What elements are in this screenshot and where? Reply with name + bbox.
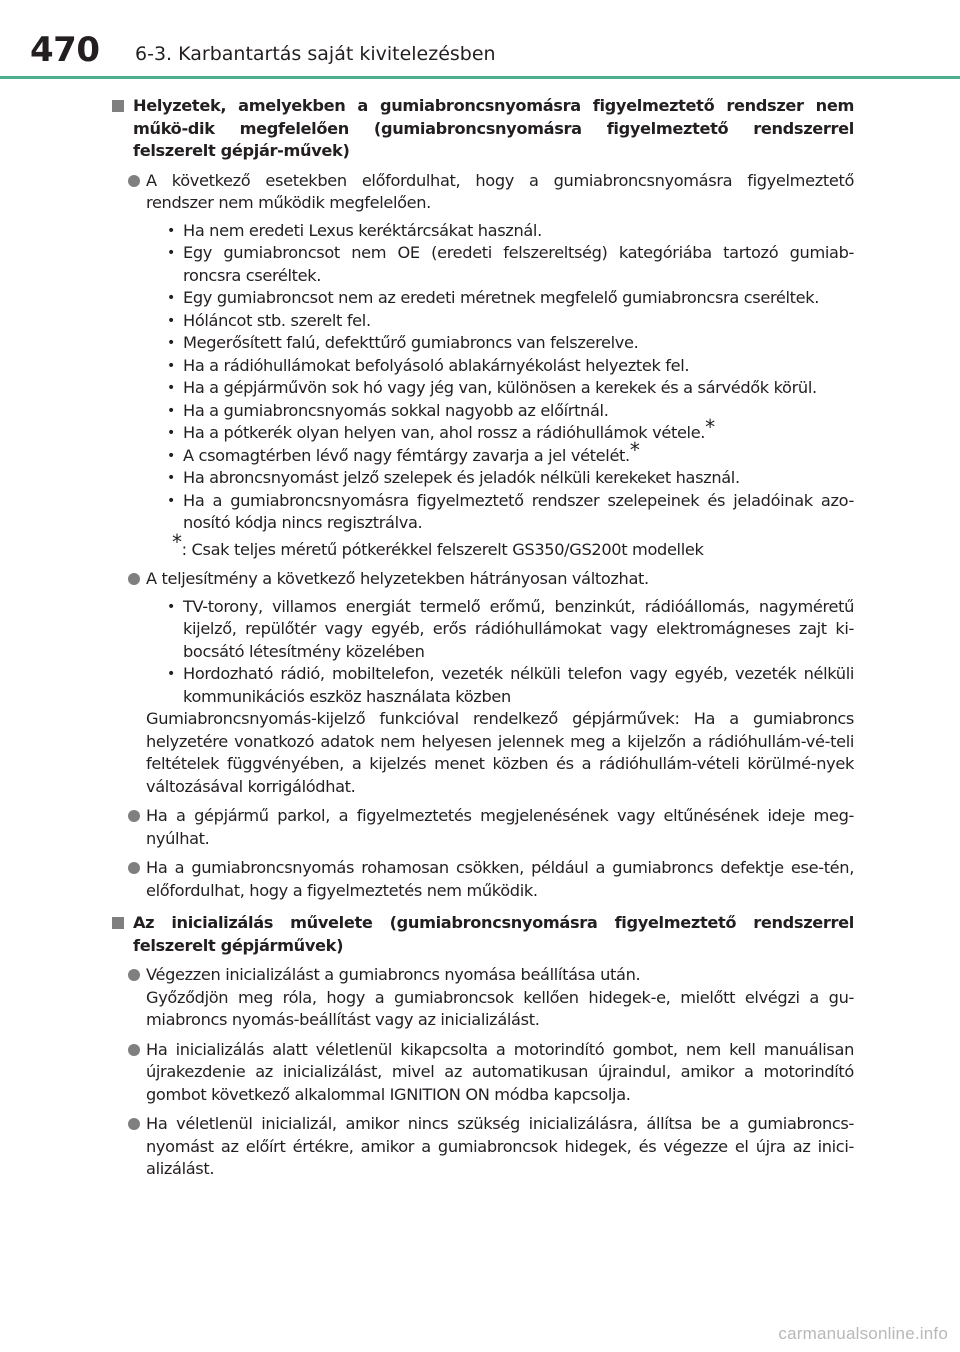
circle-bullet-icon (128, 810, 140, 822)
paragraph-text: Ha inicializálás alatt véletlenül kikapcsolta a motorindító gombot, nem kell manuálisan újrakezdenie az inicializálást, mivel az automatikusan újraindul, amikor a motorindító gombot következő alkalommal IGNITION ON módba kapcsolja. (146, 1039, 854, 1104)
list-item: • Ha nem eredeti Lexus keréktárcsákat használ. (167, 220, 854, 243)
section-tpms-malfunction (112, 95, 854, 902)
paragraph-text: A következő esetekben előfordulhat, hogy a gumiabroncsnyomásra figyelmeztető rendszer nem működik megfelelően. (146, 170, 854, 212)
footnote (146, 529, 854, 562)
page-header (0, 0, 960, 80)
circle-bullet-icon (128, 1044, 140, 1056)
paragraph-text: Ha a gépjármű parkol, a figyelmeztetés megjelenésének vagy eltűnésének ideje meg-nyúlhat. (146, 806, 854, 848)
list-item: • Hóláncot stb. szerelt fel. (167, 310, 854, 333)
footnote-marker: * (705, 415, 715, 439)
square-bullet-icon (112, 100, 124, 112)
page-number: 470 (30, 30, 100, 70)
paragraph (112, 805, 854, 850)
list-item: • Ha a rádióhullámokat befolyásoló ablakárnyékolást helyeztek fel. (167, 355, 854, 378)
bullet-list (146, 596, 854, 709)
circle-bullet-icon (128, 862, 140, 874)
list-item: • Ha a gépjárművön sok hó vagy jég van, különösen a kerekek és a sárvédők körül. (167, 377, 854, 400)
paragraph-note: Gumiabroncsnyomás-kijelző funkcióval rendelkező gépjárművek: Ha a gumiabroncs helyzetére vonatkozó adatok nem helyesen jelennek meg a kijelzőn a rádióhullám-vé-teli feltételek függvényében, a kijelzés menet közben és a rádióhullám-vételi körülmé-nyek változásával korrigálódhat. (146, 709, 854, 796)
paragraph-note: Győződjön meg róla, hogy a gumiabroncsok kellően hidegek-e, mielőtt elvégzi a gu-miabroncs nyomás-beállítást vagy az inicializálást. (146, 987, 854, 1029)
footnote-text: : Csak teljes méretű pótkerékkel felszerelt GS350/GS200t modellek (181, 539, 704, 559)
chapter-title: 6-3. Karbantartás saját kivitelezésben (135, 43, 496, 65)
list-item-text: A csomagtérben lévő nagy fémtárgy zavarja a jel vételét. (183, 445, 630, 465)
list-item (167, 437, 854, 468)
circle-bullet-icon (128, 969, 140, 981)
watermark: carmanualsonline.info (778, 1324, 948, 1343)
paragraph (112, 964, 854, 1032)
paragraph (112, 170, 854, 562)
list-item: • Ha a gumiabroncsnyomás sokkal nagyobb az előírtnál. (167, 400, 854, 423)
list-item: • Ha a gumiabroncsnyomásra figyelmeztető rendszer szelepeinek és jeladóinak azo-nosító kódja nincs regisztrálva. (167, 490, 854, 535)
list-item: • TV-torony, villamos energiát termelő erőmű, benzinkút, rádióállomás, nagyméretű kijelző, repülőtér vagy egyéb, erős rádióhullámokat vagy elektromágneses zajt ki-bocsátó létesítmény közelében (167, 596, 854, 664)
paragraph-text: A teljesítmény a következő helyzetekben hátrányosan változhat. (146, 569, 649, 588)
list-item-text: Ha a pótkerék olyan helyen van, ahol rossz a rádióhullámok vétele. (183, 423, 706, 442)
paragraph-text: Végezzen inicializálást a gumiabroncs nyomása beállítása után. (146, 965, 641, 984)
page-content (112, 95, 854, 1191)
paragraph (112, 1113, 854, 1181)
paragraph (112, 857, 854, 902)
list-item: • Hordozható rádió, mobiltelefon, vezeték nélküli telefon vagy egyéb, vezeték nélküli kommunikációs eszköz használata közben (167, 663, 854, 708)
section-initialization (112, 912, 854, 1181)
paragraph (112, 568, 854, 798)
circle-bullet-icon (128, 1118, 140, 1130)
paragraph-text: Ha véletlenül inicializál, amikor nincs szükség inicializálásra, állítsa be a gumiabroncs-nyomást az előírt értékre, amikor a gumiabroncsok hidegek, és végezze el újra az inici-alizálást. (146, 1114, 854, 1178)
section-title: Helyzetek, amelyekben a gumiabroncsnyomásra figyelmeztető rendszer nem műkö-dik megfelelően (gumiabroncsnyomásra figyelmeztető rendszerrel felszerelt gépjár-művek) (133, 96, 854, 160)
paragraph (112, 1039, 854, 1107)
bullet-list (146, 220, 854, 535)
paragraph-text: Ha a gumiabroncsnyomás rohamosan csökken, például a gumiabroncs defektje ese-tén, előfordulhat, hogy a figyelmeztetés nem működik. (146, 858, 854, 900)
footnote-marker: * (172, 529, 182, 554)
list-item: • Egy gumiabroncsot nem OE (eredeti felszereltség) kategóriába tartozó gumiab-roncsra cseréltek. (167, 242, 854, 287)
list-item: • Ha abroncsnyomást jelző szelepek és jeladók nélküli kerekeket használ. (167, 467, 854, 490)
list-item (167, 415, 854, 445)
circle-bullet-icon (128, 573, 140, 585)
circle-bullet-icon (128, 175, 140, 187)
list-item: • Megerősített falú, defekttűrő gumiabroncs van felszerelve. (167, 332, 854, 355)
header-rule (0, 76, 960, 79)
footnote-marker: * (629, 437, 640, 462)
section-title: Az inicializálás művelete (gumiabroncsnyomásra figyelmeztető rendszerrel felszerelt gépjárművek) (133, 913, 854, 955)
list-item: • Egy gumiabroncsot nem az eredeti méretnek megfelelő gumiabroncsra cseréltek. (167, 287, 854, 310)
square-bullet-icon (112, 917, 124, 929)
